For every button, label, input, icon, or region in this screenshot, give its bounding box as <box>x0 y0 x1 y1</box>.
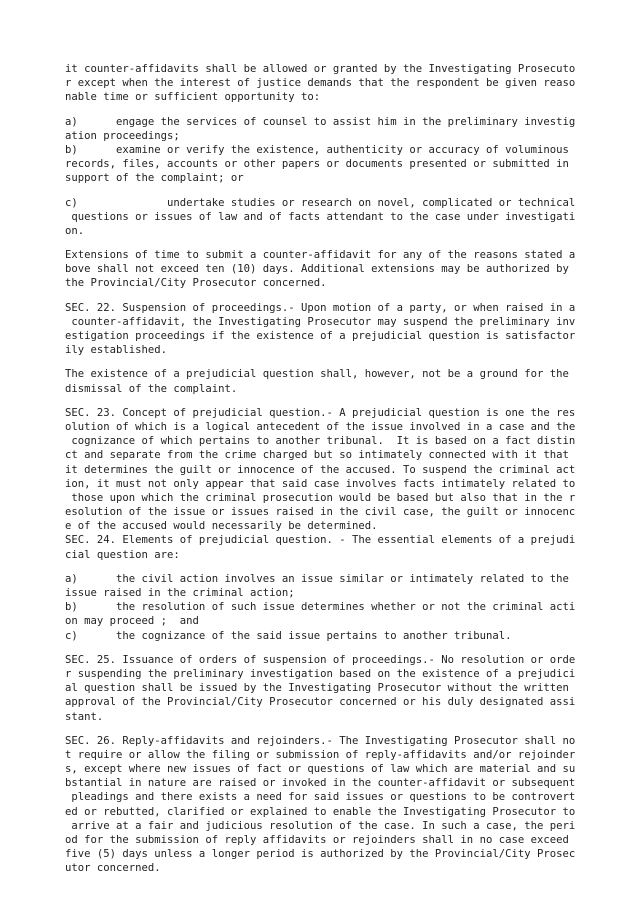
text-line: ation proceedings; <box>65 129 180 142</box>
text-line: SEC. 26. Reply-affidavits and rejoinders.- The Investigating Prosecutor shall no <box>65 734 576 747</box>
text-line: ct and separate from the crime charged but so intimately connected with it that <box>65 449 569 462</box>
sec-25-paragraph <box>65 653 585 724</box>
text-line: SEC. 23. Concept of prejudicial question.- A prejudicial question is one the res <box>65 406 576 419</box>
paragraph-gap <box>65 643 585 653</box>
text-line: olution of which is a logical antecedent of the issue involved in a case and the <box>65 420 576 433</box>
text-line: those upon which the criminal prosecution would be based but also that in the r <box>65 491 576 504</box>
text-line: s, except where new issues of fact or questions of law which are material and su <box>65 763 576 776</box>
text-line: utor concerned. <box>65 862 161 875</box>
elements-list <box>65 572 585 643</box>
intro-paragraph <box>65 62 585 105</box>
text-line: dismissal of the complaint. <box>65 382 238 395</box>
text-line: SEC. 24. Elements of prejudicial question. - The essential elements of a prejudi <box>65 534 576 547</box>
item-a-b <box>65 115 585 186</box>
text-line: SEC. 22. Suspension of proceedings.- Upon motion of a party, or when raised in a <box>65 301 576 314</box>
text-line: The existence of a prejudicial question shall, however, not be a ground for the <box>65 368 569 381</box>
text-line: estigation proceedings if the existence of a prejudicial question is satisfactor <box>65 330 576 342</box>
text-line: nable time or sufficient opportunity to: <box>65 91 321 104</box>
text-line: it determines the guilt or innocence of the accused. To suspend the criminal act <box>65 463 576 476</box>
paragraph-gap <box>65 357 585 367</box>
text-line: Extensions of time to submit a counter-affidavit for any of the reasons stated a <box>65 249 576 262</box>
paragraph-gap <box>65 724 585 734</box>
text-line: od for the submission of reply affidavits or rejoinders shall in no case exceed <box>65 834 569 846</box>
text-line: bove shall not exceed ten (10) days. Additional extensions may be authorized by <box>65 263 569 276</box>
text-line: a) the civil action involves an issue similar or intimately related to the <box>65 572 569 585</box>
text-line: bstantial in nature are raised or invoked in the counter-affidavit or subsequent <box>65 777 576 790</box>
text-line: support of the complaint; or <box>65 172 244 185</box>
text-line: arrive at a fair and judicious resolution of the case. In such a case, the peri <box>65 819 576 832</box>
text-line: on. <box>65 224 85 237</box>
text-line: cial question are: <box>65 548 180 561</box>
text-line: c) the cognizance of the said issue pertains to another tribunal. <box>65 629 512 642</box>
text-line: the Provincial/City Prosecutor concerned. <box>65 277 327 290</box>
text-line: a) engage the services of counsel to assist him in the preliminary investig <box>65 115 576 128</box>
prejudicial-question-paragraph <box>65 367 585 395</box>
text-line: counter-affidavit, the Investigating Prosecutor may suspend the preliminary inv <box>65 315 576 328</box>
text-line: questions or issues of law and of facts attendant to the case under investigati <box>65 210 576 223</box>
sec-23-24-paragraph <box>65 406 585 562</box>
text-line: pleadings and there exists a need for said issues or questions to be controvert <box>65 791 576 804</box>
text-line: five (5) days unless a longer period is authorized by the Provincial/City Prosec <box>65 848 576 861</box>
text-line: ion, it must not only appear that said case involves facts intimately related to <box>65 477 576 490</box>
text-line: ily established. <box>65 344 168 357</box>
paragraph-gap <box>65 105 585 115</box>
text-line: al question shall be issued by the Investigating Prosecutor without the written <box>65 682 569 695</box>
text-line: esolution of the issue or issues raised in the civil case, the guilt or innocenc <box>65 506 576 519</box>
sec-26-paragraph <box>65 734 585 876</box>
sec-22-paragraph <box>65 301 585 358</box>
text-line: b) examine or verify the existence, authenticity or accuracy of voluminous <box>65 143 569 156</box>
text-line: approval of the Provincial/City Prosecutor concerned or his duly designated assi <box>65 696 576 709</box>
document-page <box>65 62 585 876</box>
text-line: ed or rebutted, clarified or explained to enable the Investigating Prosecutor to <box>65 805 576 818</box>
text-line: r suspending the preliminary investigation based on the existence of a prejudici <box>65 667 576 680</box>
text-line: records, files, accounts or other papers or documents presented or submitted in <box>65 158 569 171</box>
text-line: b) the resolution of such issue determines whether or not the criminal acti <box>65 601 576 614</box>
text-line: it counter-affidavits shall be allowed or granted by the Investigating Prosecuto <box>65 63 576 75</box>
text-line: cognizance of which pertains to another tribunal. It is based on a fact distin <box>65 435 576 448</box>
text-line: on may proceed ; and <box>65 615 199 628</box>
paragraph-gap <box>65 186 585 196</box>
text-line: t require or allow the filing or submission of reply-affidavits and/or rejoinder <box>65 748 576 761</box>
paragraph-gap <box>65 238 585 248</box>
item-c <box>65 196 585 239</box>
text-line: SEC. 25. Issuance of orders of suspension of proceedings.- No resolution or orde <box>65 653 576 666</box>
paragraph-gap <box>65 562 585 572</box>
text-line: c) undertake studies or research on novel, complicated or technical <box>65 196 576 209</box>
text-line: issue raised in the criminal action; <box>65 587 295 599</box>
text-line: e of the accused would necessarily be determined. <box>65 520 378 533</box>
paragraph-gap <box>65 396 585 406</box>
extensions-paragraph <box>65 248 585 291</box>
text-line: r except when the interest of justice demands that the respondent be given reaso <box>65 77 576 90</box>
paragraph-gap <box>65 291 585 301</box>
text-line: stant. <box>65 710 104 723</box>
